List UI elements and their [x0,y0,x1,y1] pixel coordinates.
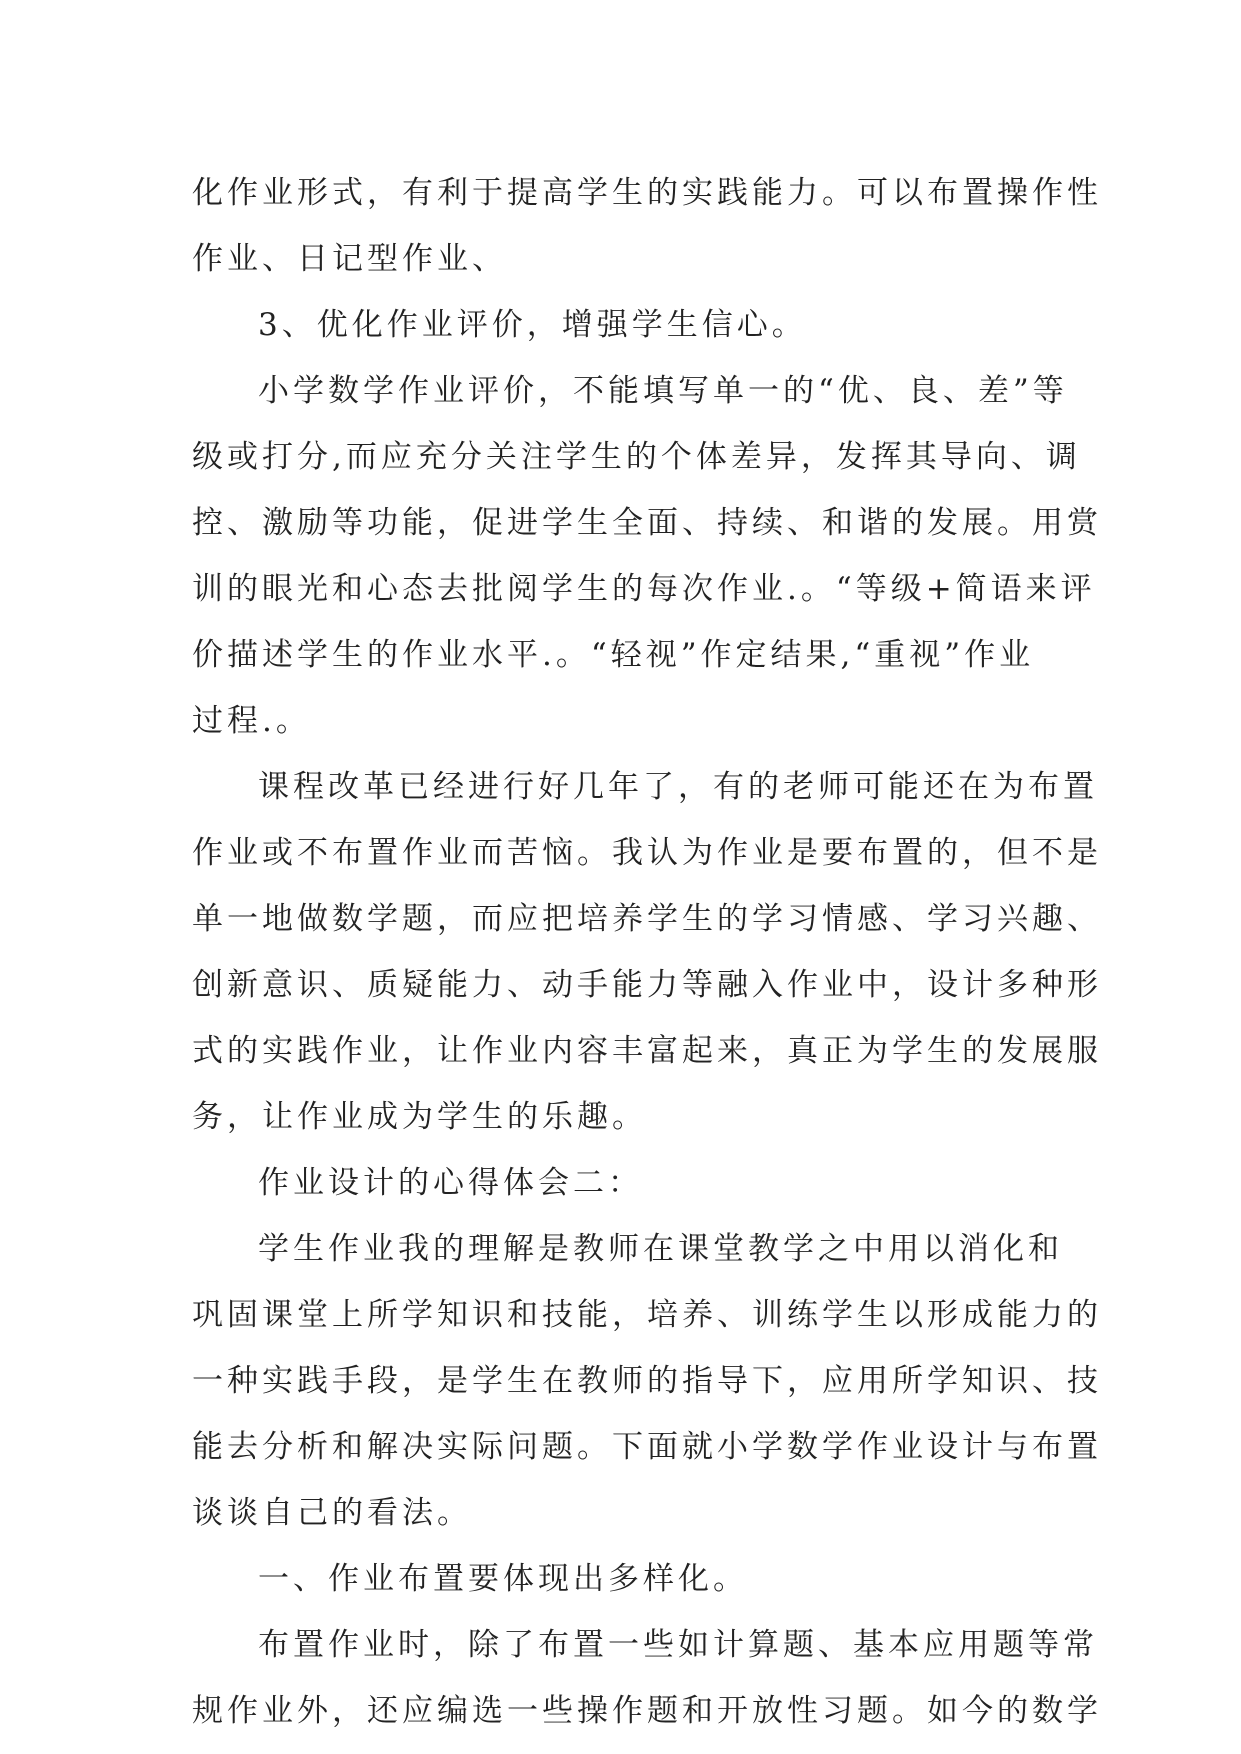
text-line-5: 级或打分,而应充分关注学生的个体差异，发挥其导向、调 [192,439,1081,475]
text-line-7: 训的眼光和心态去批阅学生的每次作业.。“等级+简语来评 [192,571,1096,607]
text-line-1: 化作业形式，有利于提高学生的实践能力。可以布置操作性 [192,175,1102,211]
text-line-17: 学生作业我的理解是教师在课堂教学之中用以消化和 [258,1231,1063,1267]
text-line-24: 规作业外，还应编选一些操作题和开放性习题。如今的数学 [192,1693,1102,1729]
text-line-21: 谈谈自己的看法。 [192,1495,472,1531]
text-line-11: 作业或不布置作业而苦恼。我认为作业是要布置的，但不是 [192,835,1102,871]
text-line-18: 巩固课堂上所学知识和技能，培养、训练学生以形成能力的 [192,1297,1102,1333]
text-line-9: 过程.。 [192,703,311,739]
text-line-2: 作业、日记型作业、 [192,241,507,277]
document-page [192,160,1102,1744]
text-line-14: 式的实践作业，让作业内容丰富起来，真正为学生的发展服 [192,1033,1102,1069]
text-line-8: 价描述学生的作业水平.。“轻视”作定结果,“重视”作业 [192,637,1035,673]
text-line-16: 作业设计的心得体会二： [258,1165,643,1201]
text-line-23: 布置作业时，除了布置一些如计算题、基本应用题等常 [258,1627,1098,1663]
text-line-15: 务，让作业成为学生的乐趣。 [192,1099,647,1135]
text-line-12: 单一地做数学题，而应把培养学生的学习情感、学习兴趣、 [192,901,1102,937]
text-line-13: 创新意识、质疑能力、动手能力等融入作业中，设计多种形 [192,967,1102,1003]
text-line-19: 一种实践手段，是学生在教师的指导下，应用所学知识、技 [192,1363,1102,1399]
text-line-4: 小学数学作业评价，不能填写单一的“优、良、差”等 [258,373,1068,409]
text-line-6: 控、激励等功能，促进学生全面、持续、和谐的发展。用赏 [192,505,1102,541]
text-line-3: 3、优化作业评价，增强学生信心。 [258,307,807,343]
text-line-10: 课程改革已经进行好几年了，有的老师可能还在为布置 [258,769,1098,805]
text-line-22: 一、作业布置要体现出多样化。 [258,1561,748,1597]
text-line-20: 能去分析和解决实际问题。下面就小学数学作业设计与布置 [192,1429,1102,1465]
